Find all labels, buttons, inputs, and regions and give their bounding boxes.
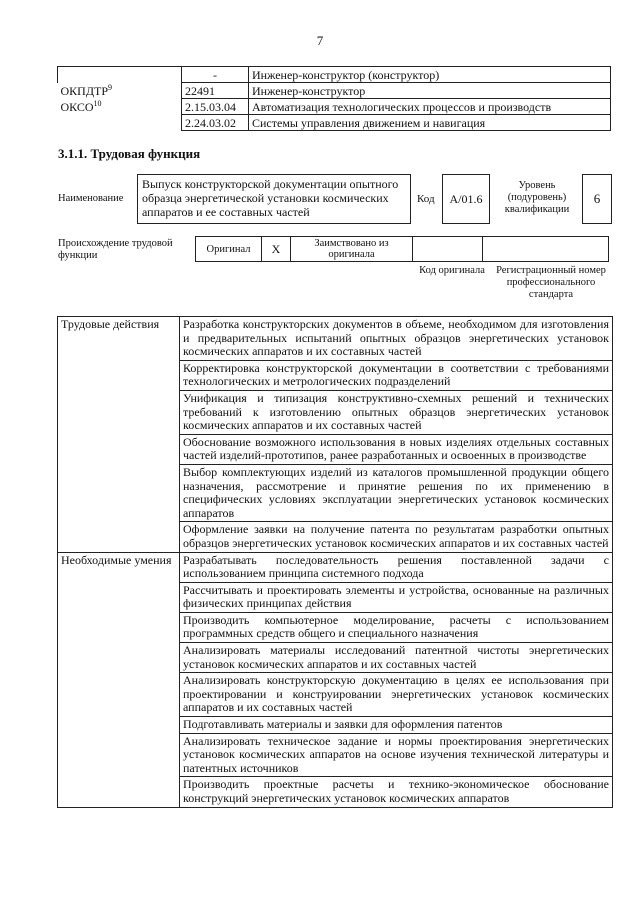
code-name-cell [58,67,182,83]
code-original-cell [413,236,483,262]
table-cell: Анализировать материалы исследований патентной чистоты энергетических установок космических аппаратов и их составных частей [180,643,613,673]
table-cell: Корректировка конструкторской документации в соответствии с требованиями технологических и метрологических подразделений [180,360,613,390]
table-cell: Анализировать конструкторскую документацию в целях ее использования при проектировании и конструировании энергетических установок космических аппаратов и их составных частей [180,673,613,717]
name-label: Наименование [58,193,124,204]
table-cell: Унификация и типизация конструктивно-схемных решений и технических требований к изготовлению опытных образцов энергетических установок космических аппаратов и их составных частей [180,390,613,434]
original-label-cell: Оригинал [195,236,261,262]
footnote-mark: 10 [93,98,102,108]
function-name-box: Выпуск конструкторской документации опытного образца энергетической установки космических аппаратов и ее составных частей [137,174,411,224]
level-box: 6 [582,174,612,224]
category-cell: Необходимые умения [58,552,180,807]
code-title-cell: Инженер-конструктор [249,83,611,99]
code-name-cell: ОКПДТР$^9$ [58,83,182,99]
origin-row [195,236,609,262]
table-cell: Разработка конструкторских документов в объеме, необходимом для изготовления и предварительных испытаний опытных образцов энергетических установок космических аппаратов и их составных частей [180,317,613,361]
table-cell: Рассчитывать и проектировать элементы и устройства, основанные на различных физических принципах действия [180,582,613,612]
level-label: Уровень (подуровень) квалификации [504,180,570,215]
origin-label: Происхождение трудовой функции [58,238,173,261]
table-cell: Производить проектные расчеты и технико-экономическое обоснование конструкций энергетических установок космических аппаратов [180,777,613,807]
code-label: Код [417,193,435,205]
table-row [58,317,613,361]
code-name-cell [58,115,182,131]
code-title-cell: Автоматизация технологических процессов и производств [249,99,611,115]
codes-row [58,67,611,83]
code-title-cell: Системы управления движением и навигация [249,115,611,131]
code-cell: - [182,67,249,83]
table-cell: Оформление заявки на получение патента по результатам разработки опытных образцов энергетических установок космических аппаратов и их составных частей [180,522,613,552]
category-cell: Трудовые действия [58,317,180,553]
reg-number-caption: Регистрационный номер профессионального стандарта [496,265,606,300]
borrowed-label-cell: Заимствовано из оригинала [291,236,413,262]
original-mark-cell: X [261,236,291,262]
table-cell: Разрабатывать последовательность решения поставленной задачи с использованием принципа системного подхода [180,552,613,582]
codes-row [58,115,611,131]
codes-row [58,83,611,99]
function-code-box: A/01.6 [442,174,490,224]
code-title-cell: Инженер-конструктор (конструктор) [249,67,611,83]
page-number: 7 [316,33,324,48]
code-original-caption: Код оригинала [419,265,485,276]
table-cell: Подготавливать материалы и заявки для оформления патентов [180,717,613,734]
labor-function-table [57,316,613,808]
code-name-cell: ОКСО$^{10}$ [58,99,182,115]
section-title: 3.1.1. Трудовая функция [58,146,201,161]
table-row [58,552,613,582]
code-cell: 2.24.03.02 [182,115,249,131]
reg-number-cell [483,236,609,262]
table-cell: Анализировать техническое задание и нормы проектирования энергетических установок космических аппаратов на основе изучения технической литературы и патентных источников [180,733,613,777]
codes-table [57,66,611,131]
table-cell: Обоснование возможного использования в новых изделиях отдельных составных частей изделий-прототипов, ранее разработанных и освоенных в производстве [180,434,613,464]
table-cell: Производить компьютерное моделирование, расчеты с использованием программных средств общего и специального назначения [180,612,613,642]
code-cell: 22491 [182,83,249,99]
code-cell: 2.15.03.04 [182,99,249,115]
codes-row [58,99,611,115]
table-cell: Выбор комплектующих изделий из каталогов промышленной продукции общего назначения, рассмотрение и принятие решения по их применению в специфических условиях эксплуатации энергетических установок космических аппаратов [180,464,613,521]
footnote-mark: 9 [108,82,113,92]
